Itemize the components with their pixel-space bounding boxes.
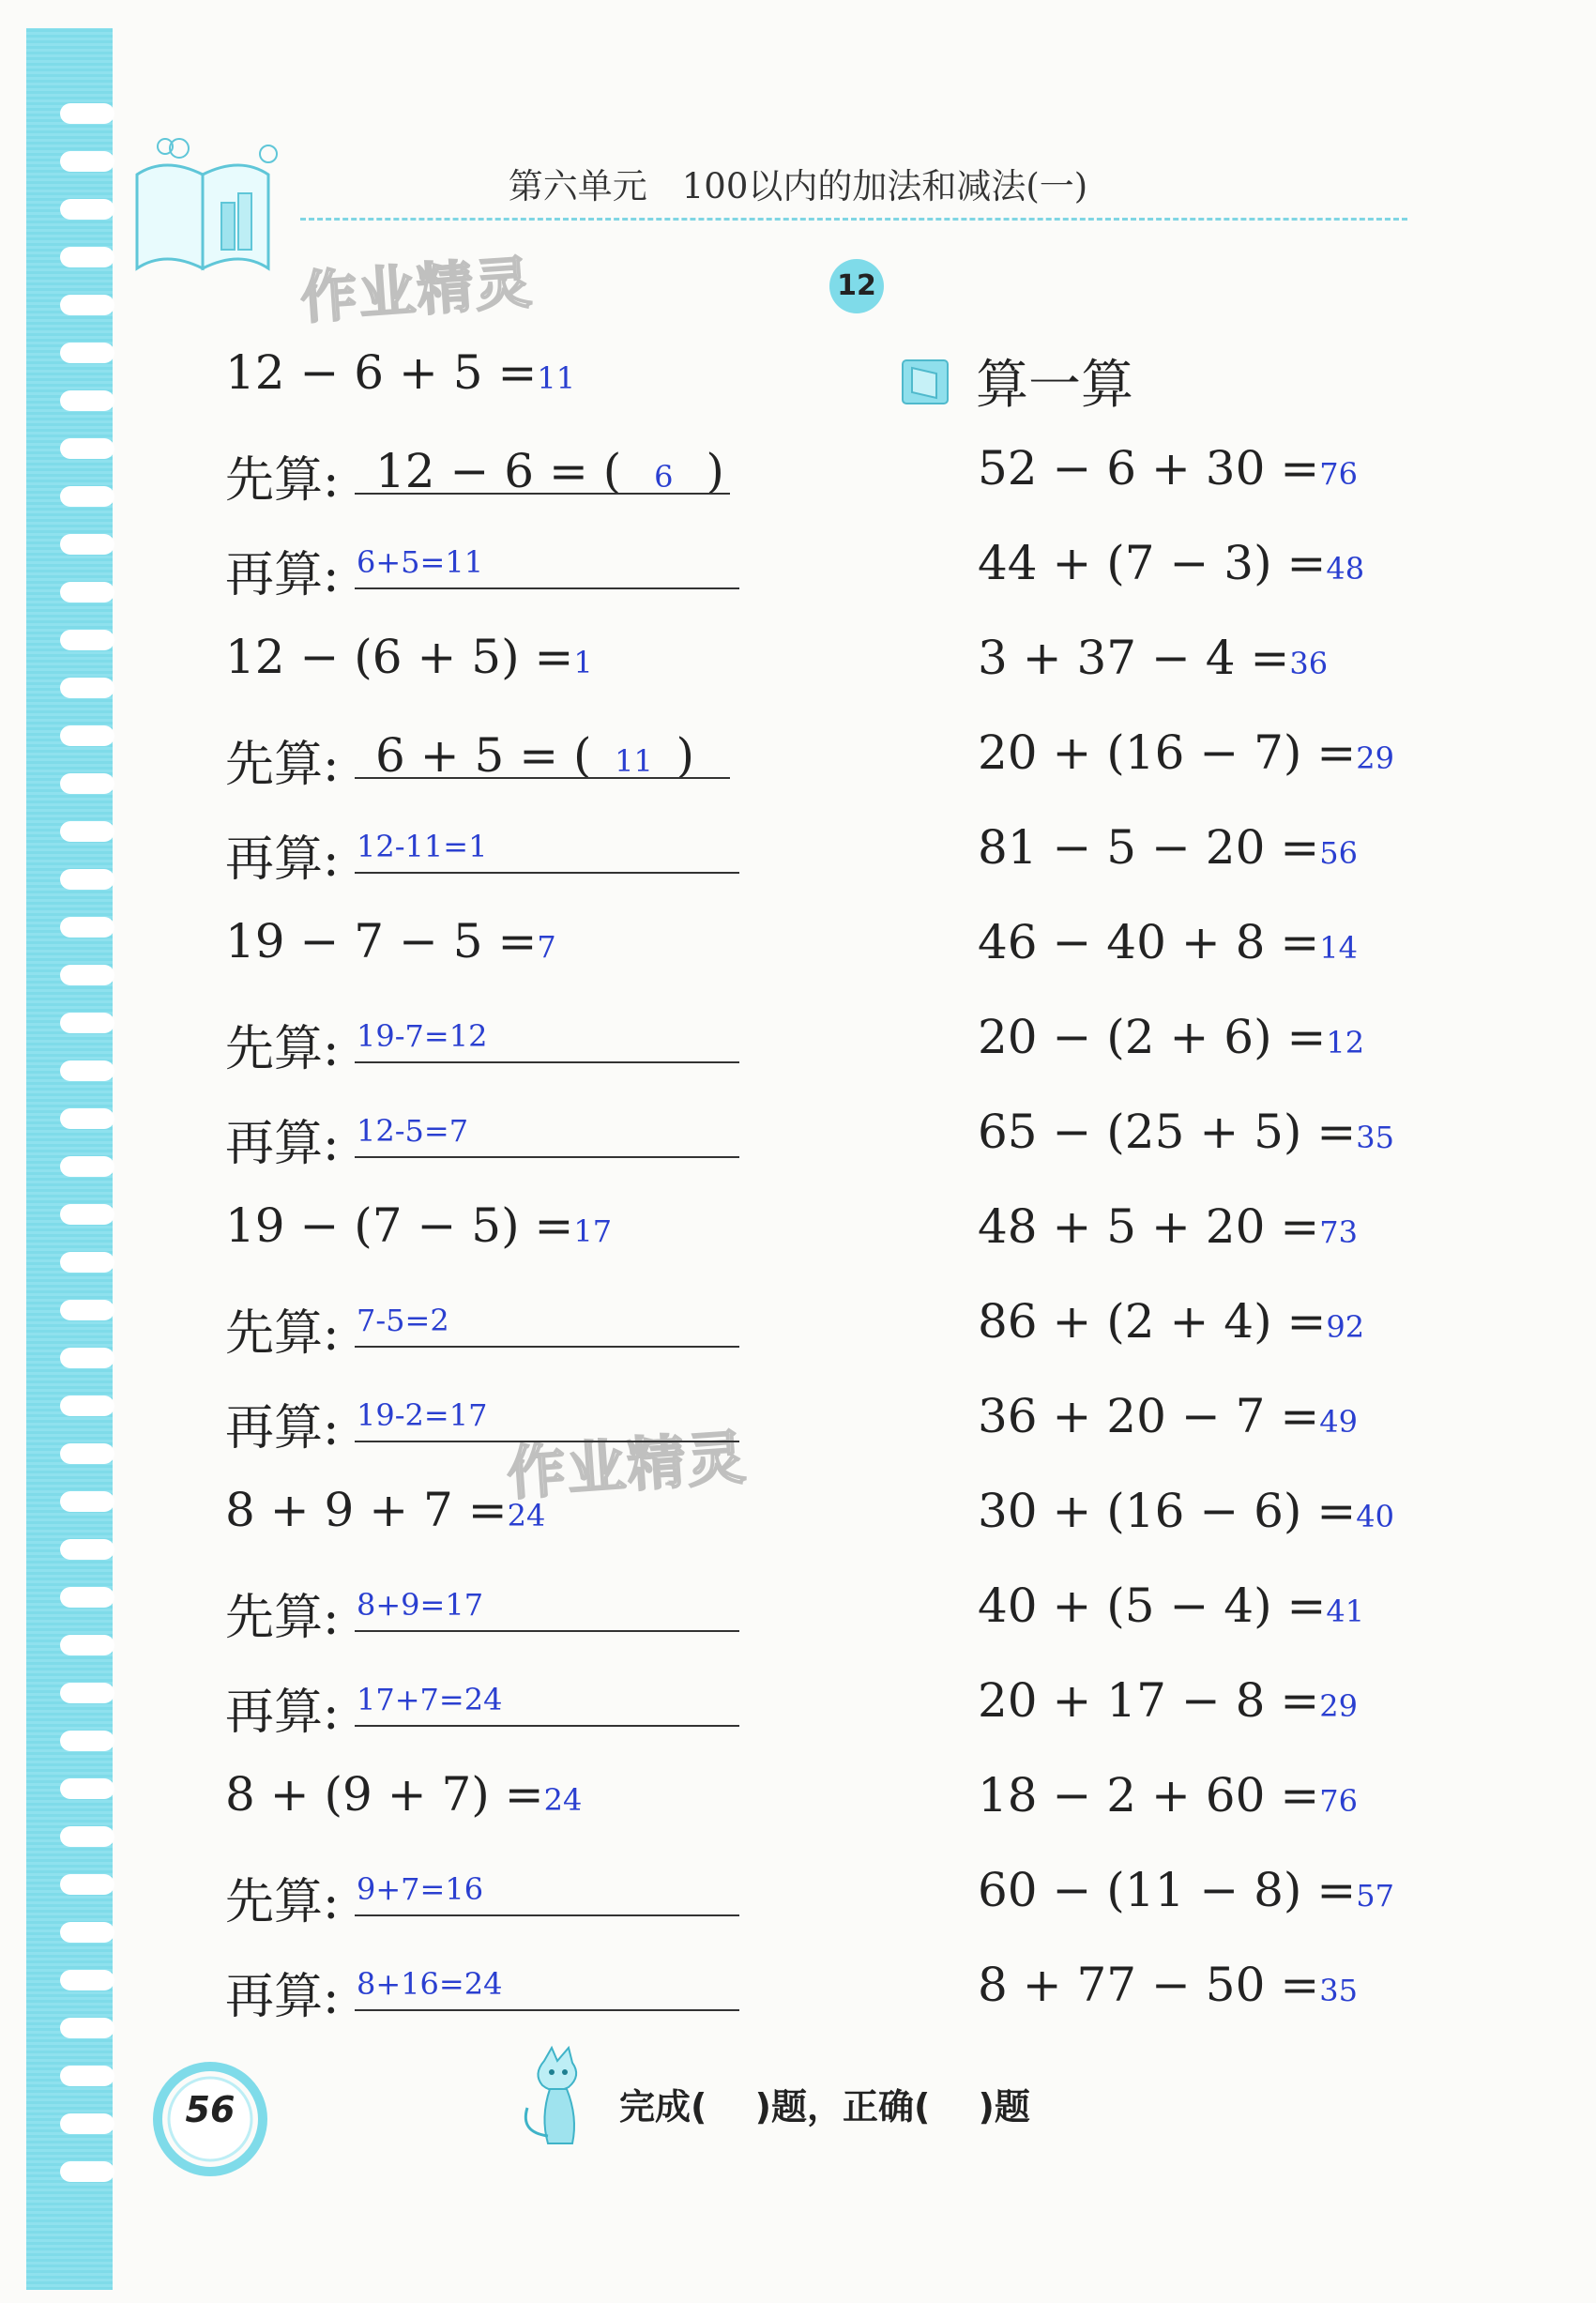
expression-text: 46 − 40 + 8 = [978,915,1320,969]
step-label: 再算 [225,547,324,603]
step-label: 先算 [225,452,324,509]
spine-ring [60,725,114,746]
problem-expression [978,820,1358,886]
expression-text: 36 + 20 − 7 = [978,1389,1320,1443]
spine-ring [60,1922,114,1943]
problem-expression [225,1767,582,1833]
answer-value: 11 [537,360,576,396]
second-step-row [225,1104,469,1172]
answer-value: 1 [573,645,593,680]
step-colon: : [323,1305,340,1362]
answer-line [355,872,739,874]
spine-ring [60,534,114,555]
answer-value[interactable]: 6 [654,459,674,495]
header-divider [300,218,1407,221]
first-step-row [225,1578,484,1646]
expression-text: 12 − 6 + 5 = [225,345,538,400]
spine-ring [60,486,114,507]
problem-expression [978,1010,1364,1075]
problem-expression [978,1863,1394,1929]
problem-expression [978,1199,1358,1265]
answer-line [355,1725,739,1727]
spine-ring [60,1778,114,1799]
step-colon: : [323,1969,340,2025]
step-label: 再算 [225,1400,324,1457]
expression-text: 30 + (16 − 6) = [978,1484,1357,1538]
problem-expression [978,1389,1358,1455]
expression-text: 8 + (9 + 7) = [225,1767,544,1822]
answer-value[interactable]: 8+16=24 [357,1966,503,2002]
spine-ring [60,1539,114,1560]
spine-ring [60,1060,114,1081]
expression-text: 20 + 17 − 8 = [978,1673,1320,1728]
spine-ring [60,917,114,938]
problem-expression [978,1673,1358,1739]
step-label: 再算 [225,1969,324,2025]
step-label: 先算 [225,737,324,793]
step-colon: : [323,1116,340,1172]
second-step-row [225,819,488,888]
expression-text: 52 − 6 + 30 = [978,441,1320,496]
spine-ring [60,1204,114,1225]
problem-expression [978,1294,1364,1360]
cat-illustration-icon [507,2042,610,2155]
spine-ring [60,773,114,794]
answer-line [355,1061,739,1063]
step-colon: : [323,1021,340,1077]
second-step-row [225,1957,503,2025]
boxed-expression-right: ) [706,444,724,498]
problem-expression [978,1579,1364,1644]
answer-value[interactable]: 40 [1356,1499,1394,1534]
problem-expression [225,1198,612,1264]
problem-expression [225,1483,545,1548]
answer-line [355,1441,739,1442]
answer-value[interactable]: 7-5=2 [357,1303,449,1338]
answer-value[interactable]: 73 [1319,1214,1358,1250]
answer-value[interactable]: 9+7=16 [357,1871,484,1907]
problem-expression [978,1768,1358,1834]
step-label: 先算 [225,1305,324,1362]
section-flag-icon [899,355,955,411]
spine-ring [60,1635,114,1655]
section-title: 算一算 [976,355,1133,416]
answer-value[interactable]: 11 [615,743,653,779]
step-colon: : [323,452,340,509]
boxed-expression-left: 6 + 5 = ( [375,728,592,783]
second-step-row [225,1388,488,1457]
spine-ring [60,1587,114,1608]
step-label: 再算 [225,831,324,888]
step-colon: : [323,1590,340,1646]
problem-expression [978,725,1394,791]
spine-ring [60,343,114,363]
expression-text: 8 + 77 − 50 = [978,1958,1320,2012]
expression-text: 20 − (2 + 6) = [978,1010,1327,1064]
spine-ring [60,295,114,315]
answer-value[interactable]: 76 [1319,456,1358,492]
spine-ring [60,1970,114,1990]
step-colon: : [323,831,340,888]
step-colon: : [323,1400,340,1457]
problem-expression [978,631,1328,696]
spine-ring [60,1156,114,1177]
expression-text: 12 − (6 + 5) = [225,630,574,684]
spine-ring [60,2018,114,2038]
unit-title: 第六单元 100以内的加法和减法(一) [508,166,1088,206]
expression-text: 81 − 5 − 20 = [978,820,1320,875]
second-step-row [225,1672,503,1741]
spine-ring [60,1252,114,1273]
answer-value[interactable]: 6+5=11 [357,544,484,580]
answer-value[interactable]: 57 [1356,1878,1394,1914]
spine-ring [60,2161,114,2182]
step-colon: : [323,1685,340,1741]
expression-text: 20 + (16 − 7) = [978,725,1357,780]
answer-value[interactable]: 19-2=17 [357,1397,488,1433]
spine-ring [60,1731,114,1751]
answer-value[interactable]: 36 [1289,646,1329,681]
watermark: 作业精灵 [298,250,536,332]
answer-value[interactable]: 17+7=24 [357,1682,503,1717]
first-step-row [225,440,724,509]
answer-line [355,2009,739,2011]
problem-expression [978,915,1358,981]
first-step-row [225,1009,488,1077]
exercise-number-badge: 12 [829,259,884,313]
answer-value[interactable]: 14 [1319,930,1358,966]
answer-line [355,777,730,779]
expression-text: 86 + (2 + 4) = [978,1294,1327,1349]
answer-value[interactable]: 35 [1319,1973,1358,2008]
expression-text: 40 + (5 − 4) = [978,1579,1327,1633]
step-colon: : [323,737,340,793]
step-label: 先算 [225,1874,324,1930]
expression-text: 3 + 37 − 4 = [978,631,1290,685]
problem-expression [225,345,575,411]
problem-expression [978,1958,1358,2023]
answer-line [355,1156,739,1158]
spine-ring [60,630,114,650]
spine-ring [60,821,114,842]
answer-value: 7 [537,929,556,965]
answer-line [355,493,730,495]
spine-ring [60,1826,114,1847]
expression-text: 8 + 9 + 7 = [225,1483,508,1537]
watermark: 作业精灵 [505,1423,750,1508]
spine-ring [60,438,114,459]
problem-expression [978,1484,1394,1549]
expression-text: 60 − (11 − 8) = [978,1863,1357,1917]
expression-text: 48 + 5 + 20 = [978,1199,1320,1254]
completion-tally: 完成( )题，正确( )题 [619,2086,1030,2128]
step-colon: : [323,547,340,603]
answer-value[interactable]: 48 [1326,551,1365,587]
expression-text: 65 − (25 + 5) = [978,1105,1357,1159]
answer-value[interactable]: 19-7=12 [357,1018,488,1054]
spine-ring [60,582,114,602]
spine-ring [60,103,114,124]
answer-value[interactable]: 12 [1326,1025,1365,1060]
first-step-row [225,1862,484,1930]
answer-value[interactable]: 8+9=17 [357,1587,484,1623]
step-label: 再算 [225,1116,324,1172]
answer-value[interactable]: 35 [1356,1120,1394,1155]
answer-line [355,1914,739,1916]
boxed-expression [375,444,724,498]
answer-value[interactable]: 12-5=7 [357,1113,469,1149]
problem-expression [225,914,556,980]
spine-ring [60,1491,114,1512]
spine-ring [60,390,114,411]
step-colon: : [323,1874,340,1930]
expression-text: 44 + (7 − 3) = [978,536,1327,590]
spine-ring [60,2113,114,2134]
answer-value[interactable]: 41 [1326,1594,1365,1629]
boxed-expression-right: ) [676,728,695,783]
spine-ring [60,1874,114,1895]
answer-value[interactable]: 92 [1326,1309,1365,1345]
spine-ring [60,1108,114,1129]
first-step-row [225,724,695,793]
answer-line [355,1630,739,1632]
spine-ring [60,1396,114,1416]
spine-ring [60,247,114,267]
spine-ring [60,1013,114,1033]
spine-ring [60,2066,114,2086]
answer-value[interactable]: 12-11=1 [357,829,488,864]
spine-ring [60,1683,114,1703]
first-step-row [225,1293,449,1362]
problem-expression [978,536,1364,602]
answer-value[interactable]: 56 [1319,835,1358,871]
spine-ring [60,678,114,698]
answer-line [355,587,739,589]
expression-text: 18 − 2 + 60 = [978,1768,1320,1823]
spine-ring [60,965,114,985]
problem-expression [978,1105,1394,1170]
answer-value[interactable]: 29 [1356,740,1394,776]
second-step-row [225,535,484,603]
spine-ring [60,869,114,890]
expression-text: 19 − 7 − 5 = [225,914,538,968]
answer-line [355,1346,739,1348]
answer-value: 24 [507,1498,546,1533]
step-label: 再算 [225,1685,324,1741]
spine-ring [60,1300,114,1320]
boxed-expression [375,728,694,783]
answer-value[interactable]: 29 [1319,1688,1358,1724]
answer-value[interactable]: 49 [1319,1404,1358,1440]
spine-ring [60,1443,114,1464]
boxed-expression-left: 12 − 6 = ( [375,444,622,498]
answer-value: 24 [543,1782,583,1818]
expression-text: 19 − (7 − 5) = [225,1198,574,1253]
answer-value[interactable]: 76 [1319,1783,1358,1819]
spine-ring [60,1348,114,1368]
answer-value: 17 [573,1213,613,1249]
step-label: 先算 [225,1590,324,1646]
step-label: 先算 [225,1021,324,1077]
problem-expression [225,630,593,695]
problem-expression [978,441,1358,507]
page-number: 56 [185,2089,236,2130]
